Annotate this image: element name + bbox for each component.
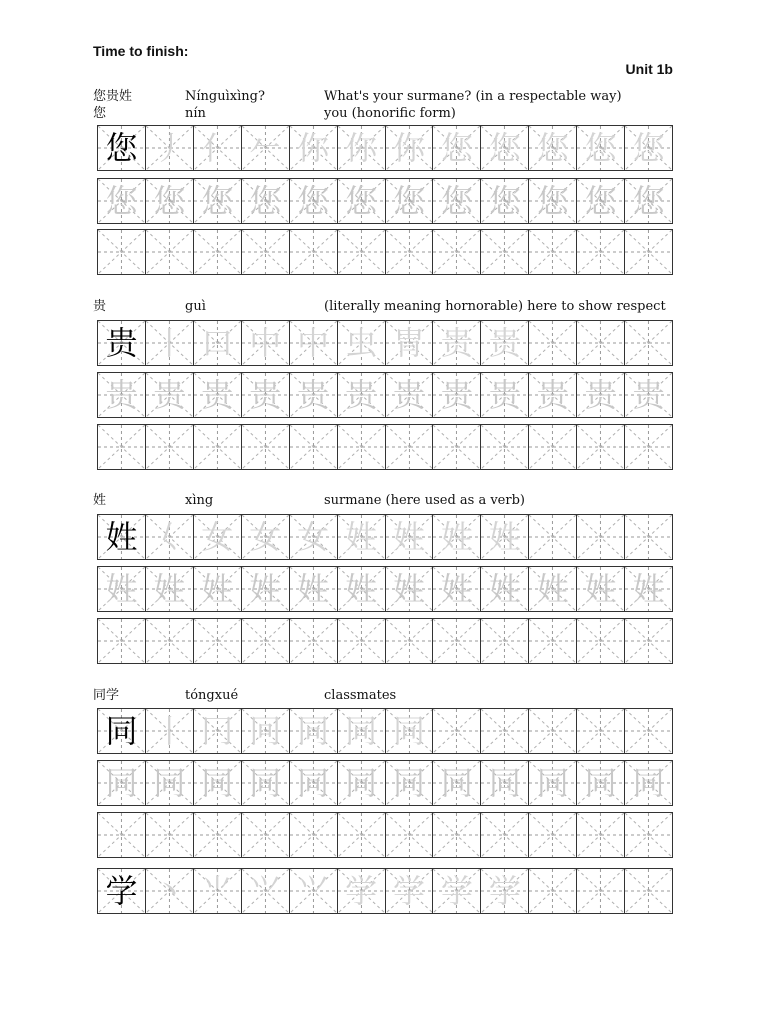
grid-cell[interactable] bbox=[529, 179, 577, 223]
trace-character: 同 bbox=[345, 764, 378, 802]
model-character: 学 bbox=[105, 872, 138, 910]
grid-cell[interactable] bbox=[98, 126, 146, 170]
grid-cell[interactable] bbox=[242, 230, 290, 274]
grid-cell[interactable] bbox=[386, 619, 434, 663]
stroke-order-character: 学 bbox=[488, 872, 521, 910]
grid-cell[interactable] bbox=[386, 869, 434, 913]
trace-character: 姓 bbox=[632, 570, 665, 608]
grid-cell[interactable] bbox=[529, 619, 577, 663]
grid-cell[interactable] bbox=[338, 869, 386, 913]
grid-cell[interactable] bbox=[529, 567, 577, 611]
stroke-order-character: 同 bbox=[297, 712, 330, 750]
grid-cell[interactable] bbox=[194, 230, 242, 274]
grid-cell[interactable] bbox=[242, 619, 290, 663]
grid-cell[interactable] bbox=[386, 515, 434, 559]
grid-cell[interactable] bbox=[338, 619, 386, 663]
grid-cell[interactable] bbox=[433, 230, 481, 274]
practice-row bbox=[97, 125, 673, 171]
grid-cell[interactable] bbox=[625, 230, 672, 274]
stroke-order-character: 学 bbox=[440, 872, 473, 910]
model-character: 同 bbox=[105, 712, 138, 750]
header-hanzi-2: 您 bbox=[93, 106, 107, 121]
practice-row bbox=[97, 514, 673, 560]
grid-cell[interactable] bbox=[98, 425, 146, 469]
grid-cell[interactable] bbox=[194, 179, 242, 223]
grid-cell[interactable] bbox=[481, 179, 529, 223]
trace-character: 同 bbox=[297, 764, 330, 802]
trace-character: 姓 bbox=[536, 570, 569, 608]
stroke-order-character: 姓 bbox=[440, 518, 473, 556]
grid-cell[interactable] bbox=[98, 567, 146, 611]
grid-cell[interactable] bbox=[625, 709, 672, 753]
stroke-order-character: 您 bbox=[440, 129, 473, 167]
grid-cell[interactable] bbox=[242, 425, 290, 469]
grid-cell[interactable] bbox=[242, 567, 290, 611]
stroke-order-character: 你 bbox=[345, 129, 378, 167]
grid-cell[interactable] bbox=[625, 619, 672, 663]
trace-character: 贵 bbox=[488, 376, 521, 414]
trace-character: 您 bbox=[632, 182, 665, 220]
grid-cell[interactable] bbox=[98, 321, 146, 365]
grid-cell[interactable] bbox=[577, 567, 625, 611]
grid-cell[interactable] bbox=[481, 425, 529, 469]
grid-cell[interactable] bbox=[146, 230, 194, 274]
grid-cell[interactable] bbox=[146, 761, 194, 805]
grid-cell[interactable] bbox=[194, 761, 242, 805]
grid-cell[interactable] bbox=[242, 515, 290, 559]
header-meaning: classmates bbox=[324, 688, 397, 703]
grid-cell[interactable] bbox=[433, 373, 481, 417]
grid-cell[interactable] bbox=[577, 230, 625, 274]
header-pinyin: Nínguìxìng? bbox=[185, 89, 265, 104]
stroke-order-character: 冋 bbox=[249, 712, 282, 750]
grid-cell[interactable] bbox=[338, 515, 386, 559]
trace-character: 同 bbox=[392, 764, 425, 802]
grid-cell[interactable] bbox=[577, 709, 625, 753]
grid-cell[interactable] bbox=[98, 619, 146, 663]
grid-cell[interactable] bbox=[146, 813, 194, 857]
grid-cell[interactable] bbox=[338, 230, 386, 274]
model-character: 姓 bbox=[105, 518, 138, 556]
grid-cell[interactable] bbox=[386, 179, 434, 223]
stroke-order-character: 姓 bbox=[488, 518, 521, 556]
header-hanzi: 贵 bbox=[93, 299, 107, 314]
header-meaning: (literally meaning hornorable) here to show respect bbox=[324, 299, 666, 314]
grid-cell[interactable] bbox=[625, 813, 672, 857]
stroke-order-character: 口 bbox=[201, 324, 234, 362]
grid-cell[interactable] bbox=[386, 567, 434, 611]
grid-cell[interactable] bbox=[338, 567, 386, 611]
trace-character: 同 bbox=[440, 764, 473, 802]
trace-character: 同 bbox=[249, 764, 282, 802]
grid-cell[interactable] bbox=[386, 373, 434, 417]
stroke-order-character: 冂 bbox=[201, 712, 234, 750]
grid-cell[interactable] bbox=[625, 425, 672, 469]
practice-row bbox=[97, 760, 673, 806]
grid-cell[interactable] bbox=[290, 230, 338, 274]
trace-character: 贵 bbox=[440, 376, 473, 414]
trace-character: 同 bbox=[201, 764, 234, 802]
grid-cell[interactable] bbox=[194, 321, 242, 365]
trace-character: 您 bbox=[105, 182, 138, 220]
grid-cell[interactable] bbox=[433, 567, 481, 611]
unit-label: Unit 1b bbox=[625, 61, 673, 77]
grid-cell[interactable] bbox=[146, 179, 194, 223]
practice-row bbox=[97, 178, 673, 224]
practice-row bbox=[97, 618, 673, 664]
stroke-order-character: 你 bbox=[297, 129, 330, 167]
stroke-order-character: 贵 bbox=[488, 324, 521, 362]
grid-cell[interactable] bbox=[481, 869, 529, 913]
grid-cell[interactable] bbox=[338, 321, 386, 365]
grid-cell[interactable] bbox=[577, 515, 625, 559]
trace-character: 您 bbox=[488, 182, 521, 220]
practice-row bbox=[97, 868, 673, 914]
trace-character: 您 bbox=[345, 182, 378, 220]
model-character: 您 bbox=[105, 129, 138, 167]
grid-cell[interactable] bbox=[338, 425, 386, 469]
grid-cell[interactable] bbox=[290, 126, 338, 170]
header-pinyin: tóngxué bbox=[185, 688, 239, 703]
grid-cell[interactable] bbox=[529, 321, 577, 365]
stroke-order-character: 𠂉 bbox=[249, 129, 282, 167]
header-hanzi: 同学 bbox=[93, 688, 120, 703]
stroke-order-character: 同 bbox=[345, 712, 378, 750]
trace-character: 您 bbox=[440, 182, 473, 220]
grid-cell[interactable] bbox=[625, 373, 672, 417]
stroke-order-character: 学 bbox=[392, 872, 425, 910]
stroke-order-character: ⺌ bbox=[201, 872, 234, 910]
grid-cell[interactable] bbox=[386, 813, 434, 857]
grid-cell[interactable] bbox=[146, 373, 194, 417]
grid-cell[interactable] bbox=[146, 321, 194, 365]
grid-cell[interactable] bbox=[481, 321, 529, 365]
stroke-order-character: 你 bbox=[392, 129, 425, 167]
trace-character: 您 bbox=[584, 182, 617, 220]
stroke-order-character: 丿 bbox=[153, 129, 186, 167]
grid-cell[interactable] bbox=[290, 425, 338, 469]
header-meaning: What's your surmane? (in a respectable way) bbox=[324, 89, 622, 104]
trace-character: 姓 bbox=[201, 570, 234, 608]
trace-character: 同 bbox=[153, 764, 186, 802]
grid-cell[interactable] bbox=[146, 619, 194, 663]
stroke-order-character: 中 bbox=[297, 324, 330, 362]
grid-cell[interactable] bbox=[290, 709, 338, 753]
trace-character: 贵 bbox=[536, 376, 569, 414]
stroke-order-character: ⺍ bbox=[297, 872, 330, 910]
trace-character: 姓 bbox=[488, 570, 521, 608]
grid-cell[interactable] bbox=[529, 869, 577, 913]
header-meaning-2: you (honorific form) bbox=[324, 106, 456, 121]
practice-row bbox=[97, 812, 673, 858]
grid-cell[interactable] bbox=[290, 373, 338, 417]
grid-cell[interactable] bbox=[98, 230, 146, 274]
grid-cell[interactable] bbox=[194, 373, 242, 417]
grid-cell[interactable] bbox=[625, 126, 672, 170]
grid-cell[interactable] bbox=[386, 230, 434, 274]
grid-cell[interactable] bbox=[433, 869, 481, 913]
trace-character: 同 bbox=[536, 764, 569, 802]
grid-cell[interactable] bbox=[577, 425, 625, 469]
trace-character: 您 bbox=[201, 182, 234, 220]
trace-character: 姓 bbox=[105, 570, 138, 608]
grid-cell[interactable] bbox=[481, 567, 529, 611]
grid-cell[interactable] bbox=[338, 179, 386, 223]
stroke-order-character: 女 bbox=[297, 518, 330, 556]
practice-row bbox=[97, 566, 673, 612]
grid-cell[interactable] bbox=[194, 709, 242, 753]
stroke-order-character: 女 bbox=[201, 518, 234, 556]
grid-cell[interactable] bbox=[481, 515, 529, 559]
time-to-finish-label: Time to finish: bbox=[93, 43, 189, 59]
grid-cell[interactable] bbox=[98, 761, 146, 805]
grid-cell[interactable] bbox=[433, 709, 481, 753]
grid-cell[interactable] bbox=[386, 321, 434, 365]
grid-cell[interactable] bbox=[433, 179, 481, 223]
trace-character: 贵 bbox=[153, 376, 186, 414]
grid-cell[interactable] bbox=[98, 869, 146, 913]
grid-cell[interactable] bbox=[290, 321, 338, 365]
trace-character: 同 bbox=[632, 764, 665, 802]
trace-character: 贵 bbox=[584, 376, 617, 414]
stroke-order-character: 学 bbox=[345, 872, 378, 910]
grid-cell[interactable] bbox=[481, 373, 529, 417]
stroke-order-character: 冑 bbox=[392, 324, 425, 362]
grid-cell[interactable] bbox=[338, 373, 386, 417]
trace-character: 您 bbox=[536, 182, 569, 220]
grid-cell[interactable] bbox=[577, 761, 625, 805]
stroke-order-character: 您 bbox=[584, 129, 617, 167]
trace-character: 贵 bbox=[345, 376, 378, 414]
trace-character: 姓 bbox=[392, 570, 425, 608]
grid-cell[interactable] bbox=[242, 126, 290, 170]
grid-cell[interactable] bbox=[433, 761, 481, 805]
trace-character: 贵 bbox=[201, 376, 234, 414]
trace-character: 您 bbox=[249, 182, 282, 220]
header-pinyin: guì bbox=[185, 299, 206, 314]
grid-cell[interactable] bbox=[577, 619, 625, 663]
stroke-order-character: 姓 bbox=[345, 518, 378, 556]
grid-cell[interactable] bbox=[529, 230, 577, 274]
grid-cell[interactable] bbox=[290, 761, 338, 805]
trace-character: 姓 bbox=[153, 570, 186, 608]
grid-cell[interactable] bbox=[194, 126, 242, 170]
grid-cell[interactable] bbox=[242, 321, 290, 365]
grid-cell[interactable] bbox=[577, 126, 625, 170]
grid-cell[interactable] bbox=[146, 709, 194, 753]
grid-cell[interactable] bbox=[529, 709, 577, 753]
stroke-order-character: 女 bbox=[249, 518, 282, 556]
grid-cell[interactable] bbox=[194, 619, 242, 663]
practice-row bbox=[97, 424, 673, 470]
stroke-order-character: 您 bbox=[536, 129, 569, 167]
grid-cell[interactable] bbox=[290, 813, 338, 857]
trace-character: 姓 bbox=[440, 570, 473, 608]
practice-row bbox=[97, 229, 673, 275]
grid-cell[interactable] bbox=[529, 373, 577, 417]
grid-cell[interactable] bbox=[481, 619, 529, 663]
grid-cell[interactable] bbox=[146, 567, 194, 611]
header-pinyin: xìng bbox=[185, 493, 214, 508]
grid-cell[interactable] bbox=[625, 567, 672, 611]
grid-cell[interactable] bbox=[146, 869, 194, 913]
grid-cell[interactable] bbox=[577, 179, 625, 223]
grid-cell[interactable] bbox=[242, 709, 290, 753]
grid-cell[interactable] bbox=[98, 813, 146, 857]
grid-cell[interactable] bbox=[433, 515, 481, 559]
grid-cell[interactable] bbox=[529, 126, 577, 170]
grid-cell[interactable] bbox=[338, 813, 386, 857]
grid-cell[interactable] bbox=[529, 425, 577, 469]
grid-cell[interactable] bbox=[529, 813, 577, 857]
trace-character: 贵 bbox=[297, 376, 330, 414]
grid-cell[interactable] bbox=[481, 761, 529, 805]
grid-cell[interactable] bbox=[242, 813, 290, 857]
grid-cell[interactable] bbox=[577, 869, 625, 913]
grid-cell[interactable] bbox=[625, 321, 672, 365]
grid-cell[interactable] bbox=[98, 179, 146, 223]
grid-cell[interactable] bbox=[386, 425, 434, 469]
trace-character: 同 bbox=[584, 764, 617, 802]
stroke-order-character: 虫 bbox=[345, 324, 378, 362]
stroke-order-character: 丨 bbox=[153, 324, 186, 362]
practice-row bbox=[97, 320, 673, 366]
grid-cell[interactable] bbox=[625, 869, 672, 913]
stroke-order-character: 丶 bbox=[153, 872, 186, 910]
grid-cell[interactable] bbox=[433, 619, 481, 663]
trace-character: 贵 bbox=[392, 376, 425, 414]
trace-character: 同 bbox=[488, 764, 521, 802]
grid-cell[interactable] bbox=[577, 373, 625, 417]
grid-cell[interactable] bbox=[194, 813, 242, 857]
grid-cell[interactable] bbox=[242, 761, 290, 805]
grid-cell[interactable] bbox=[386, 709, 434, 753]
trace-character: 贵 bbox=[632, 376, 665, 414]
grid-cell[interactable] bbox=[481, 813, 529, 857]
stroke-order-character: 贵 bbox=[440, 324, 473, 362]
grid-cell[interactable] bbox=[194, 567, 242, 611]
grid-cell[interactable] bbox=[529, 761, 577, 805]
grid-cell[interactable] bbox=[529, 515, 577, 559]
grid-cell[interactable] bbox=[625, 515, 672, 559]
grid-cell[interactable] bbox=[577, 321, 625, 365]
grid-cell[interactable] bbox=[433, 425, 481, 469]
stroke-order-character: 同 bbox=[392, 712, 425, 750]
grid-cell[interactable] bbox=[481, 709, 529, 753]
grid-cell[interactable] bbox=[625, 761, 672, 805]
grid-cell[interactable] bbox=[338, 761, 386, 805]
header-hanzi: 您贵姓 bbox=[93, 89, 133, 104]
grid-cell[interactable] bbox=[433, 321, 481, 365]
grid-cell[interactable] bbox=[338, 709, 386, 753]
trace-character: 贵 bbox=[105, 376, 138, 414]
practice-row bbox=[97, 708, 673, 754]
grid-cell[interactable] bbox=[146, 126, 194, 170]
grid-cell[interactable] bbox=[386, 126, 434, 170]
trace-character: 您 bbox=[153, 182, 186, 220]
stroke-order-character: 中 bbox=[249, 324, 282, 362]
grid-cell[interactable] bbox=[146, 515, 194, 559]
stroke-order-character: 您 bbox=[632, 129, 665, 167]
grid-cell[interactable] bbox=[290, 567, 338, 611]
grid-cell[interactable] bbox=[98, 515, 146, 559]
grid-cell[interactable] bbox=[433, 813, 481, 857]
grid-cell[interactable] bbox=[194, 515, 242, 559]
stroke-order-character: 姓 bbox=[392, 518, 425, 556]
grid-cell[interactable] bbox=[242, 869, 290, 913]
grid-cell[interactable] bbox=[290, 869, 338, 913]
trace-character: 姓 bbox=[297, 570, 330, 608]
grid-cell[interactable] bbox=[194, 425, 242, 469]
stroke-order-character: 丨 bbox=[153, 712, 186, 750]
trace-character: 贵 bbox=[249, 376, 282, 414]
trace-character: 姓 bbox=[249, 570, 282, 608]
grid-cell[interactable] bbox=[290, 515, 338, 559]
trace-character: 同 bbox=[105, 764, 138, 802]
header-hanzi: 姓 bbox=[93, 493, 107, 508]
trace-character: 姓 bbox=[584, 570, 617, 608]
grid-cell[interactable] bbox=[290, 179, 338, 223]
grid-cell[interactable] bbox=[146, 425, 194, 469]
grid-cell[interactable] bbox=[98, 709, 146, 753]
trace-character: 您 bbox=[392, 182, 425, 220]
grid-cell[interactable] bbox=[242, 179, 290, 223]
grid-cell[interactable] bbox=[577, 813, 625, 857]
grid-cell[interactable] bbox=[433, 126, 481, 170]
trace-character: 姓 bbox=[345, 570, 378, 608]
grid-cell[interactable] bbox=[242, 373, 290, 417]
grid-cell[interactable] bbox=[98, 373, 146, 417]
stroke-order-character: 您 bbox=[488, 129, 521, 167]
header-meaning: surmane (here used as a verb) bbox=[324, 493, 525, 508]
grid-cell[interactable] bbox=[481, 230, 529, 274]
grid-cell[interactable] bbox=[290, 619, 338, 663]
grid-cell[interactable] bbox=[481, 126, 529, 170]
grid-cell[interactable] bbox=[194, 869, 242, 913]
stroke-order-character: 亻 bbox=[201, 129, 234, 167]
trace-character: 您 bbox=[297, 182, 330, 220]
grid-cell[interactable] bbox=[386, 761, 434, 805]
practice-row bbox=[97, 372, 673, 418]
grid-cell[interactable] bbox=[625, 179, 672, 223]
stroke-order-character: ⺍ bbox=[249, 872, 282, 910]
grid-cell[interactable] bbox=[338, 126, 386, 170]
stroke-order-character: 𡿨 bbox=[153, 518, 186, 556]
model-character: 贵 bbox=[105, 324, 138, 362]
header-pinyin-2: nín bbox=[185, 106, 206, 121]
